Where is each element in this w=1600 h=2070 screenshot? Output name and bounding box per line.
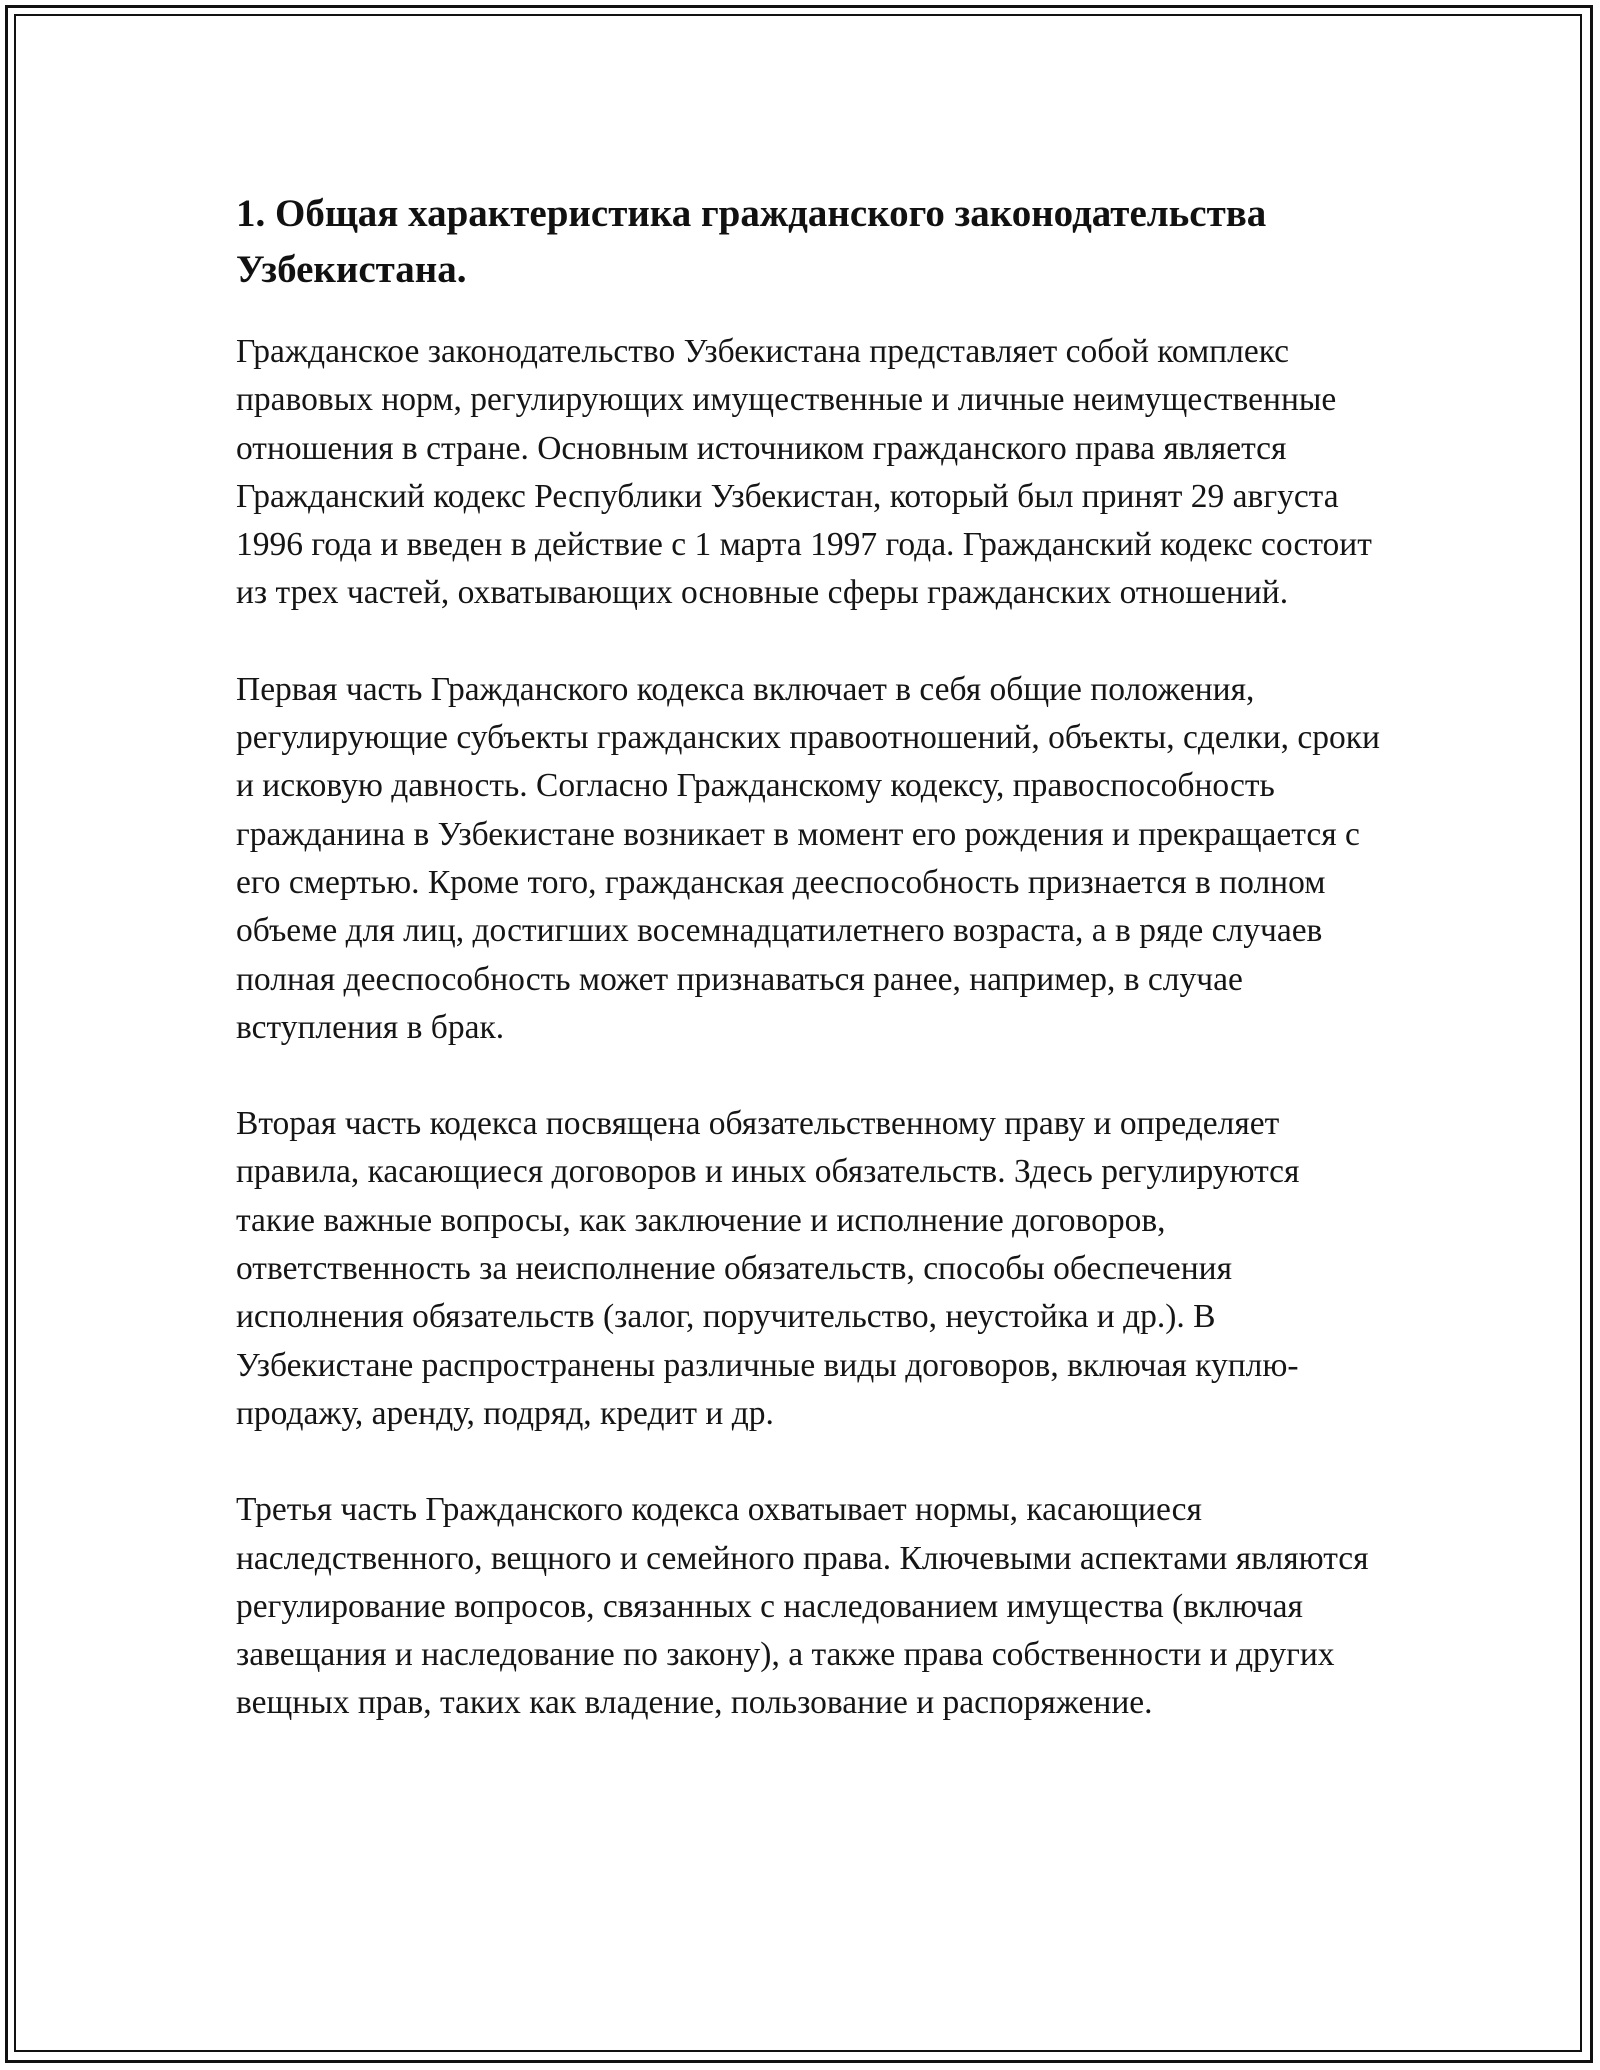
document-body — [236, 186, 1386, 1728]
paragraph-third-part: Третья часть Гражданского кодекса охватывает нормы, касающиеся наследственного, вещного и семейного права. Ключевыми аспектами являются регулирование вопросов, связанных с наследованием имущества (включая завещания и наследование по закону), а также права собственности и других вещных прав, таких как владение, пользование и распоряжение. — [236, 1491, 1369, 1722]
paragraph-first-part: Первая часть Гражданского кодекса включает в себя общие положения, регулирующие субъекты гражданских правоотношений, объекты, сделки, сроки и исковую давность. Согласно Гражданскому кодексу, правоспособность гражданина в Узбекистане возникает в момент его рождения и прекращается с его смертью. Кроме того, гражданская дееспособность признается в полном объеме для лиц, достигших восемнадцатилетнего возраста, а в ряде случаев полная дееспособность может признаваться ранее, например, в случае вступления в брак. — [236, 670, 1380, 1046]
document-title: 1. Общая характеристика гражданского законодательства Узбекистана. — [236, 192, 1267, 291]
paragraph-general-overview: Гражданское законодательство Узбекистана представляет собой комплекс правовых норм, регулирующих имущественные и личные неимущественные отношения в стране. Основным источником гражданского права является Гражданский кодекс Республики Узбекистан, который был принят 29 августа 1996 года и введен в действие с 1 марта 1997 года. Гражданский кодекс состоит из трех частей, охватывающих основные сферы гражданских отношений. — [236, 333, 1372, 612]
paragraph-second-part: Вторая часть кодекса посвящена обязательственному праву и определяет правила, касающиеся договоров и иных обязательств. Здесь регулируются такие важные вопросы, как заключение и исполнение договоров, ответственность за неисполнение обязательств, способы обеспечения исполнения обязательств (залог, поручительство, неустойка и др.). В Узбекистане распространены различные виды договоров, включая куплю-продажу, аренду, подряд, кредит и др. — [236, 1105, 1300, 1432]
